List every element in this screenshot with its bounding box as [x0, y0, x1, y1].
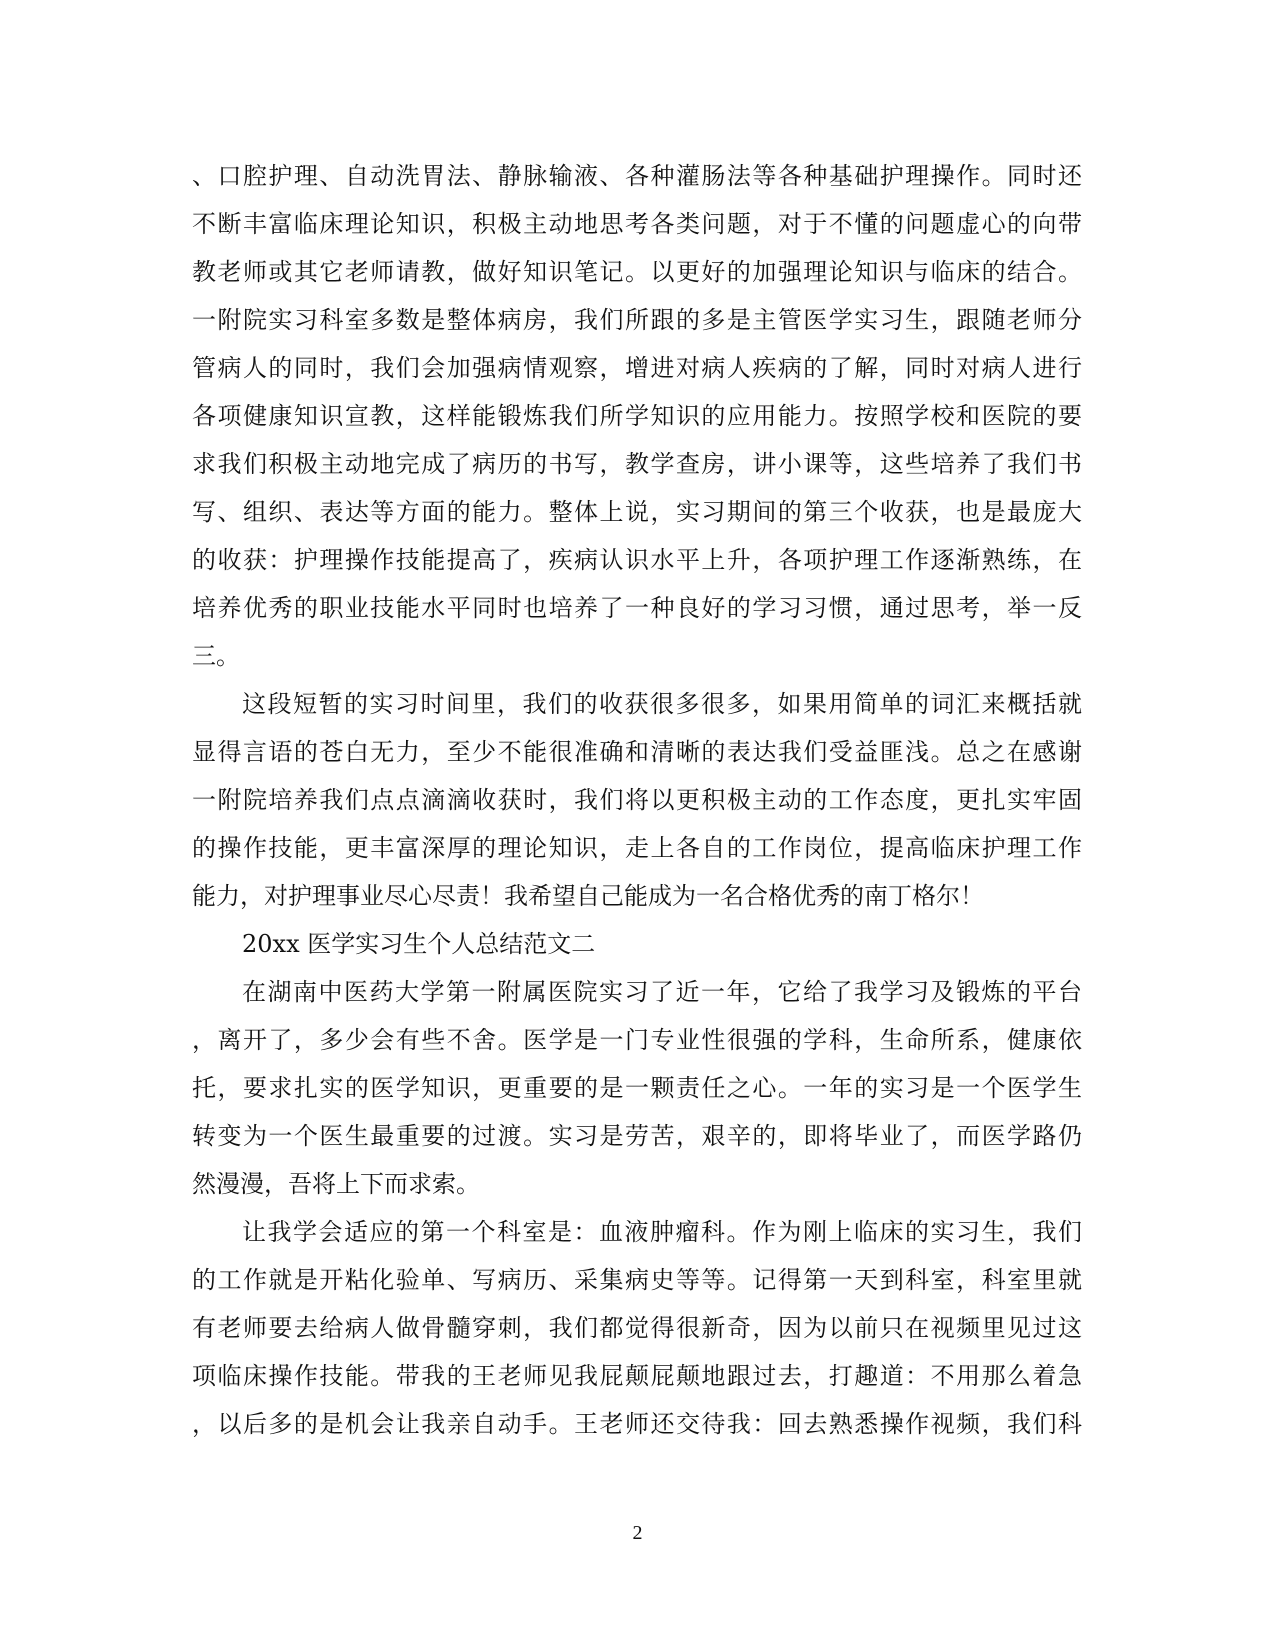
paragraph-1	[192, 152, 1082, 680]
text-line: 的收获：护理操作技能提高了，疾病认识水平上升，各项护理工作逐渐熟练，在	[192, 546, 1082, 574]
text-line: 托，要求扎实的医学知识，更重要的是一颗责任之心。一年的实习是一个医学生	[192, 1074, 1082, 1102]
text-line: 这段短暂的实习时间里，我们的收获很多很多，如果用简单的词汇来概括就	[242, 690, 1082, 718]
text-line: 让我学会适应的第一个科室是：血液肿瘤科。作为刚上临床的实习生，我们	[242, 1218, 1082, 1246]
text-line: ，离开了，多少会有些不舍。医学是一门专业性很强的学科，生命所系，健康依	[192, 1026, 1082, 1054]
text-line: 求我们积极主动地完成了病历的书写，教学查房，讲小课等，这些培养了我们书	[192, 450, 1082, 478]
text-line: 培养优秀的职业技能水平同时也培养了一种良好的学习习惯，通过思考，举一反	[192, 594, 1082, 622]
text-line: 不断丰富临床理论知识，积极主动地思考各类问题，对于不懂的问题虚心的向带	[192, 210, 1082, 238]
paragraph-4	[192, 1208, 1082, 1448]
text-line: 各项健康知识宣教，这样能锻炼我们所学知识的应用能力。按照学校和医院的要	[192, 402, 1082, 430]
text-line: 项临床操作技能。带我的王老师见我屁颠屁颠地跟过去，打趣道：不用那么着急	[192, 1362, 1082, 1390]
text-line: 的工作就是开粘化验单、写病历、采集病史等等。记得第一天到科室，科室里就	[192, 1266, 1082, 1294]
page-number: 2	[632, 1522, 643, 1544]
text-line: 一附院培养我们点点滴滴收获时，我们将以更积极主动的工作态度，更扎实牢固	[192, 786, 1082, 814]
text-line: 管病人的同时，我们会加强病情观察，增进对病人疾病的了解，同时对病人进行	[192, 354, 1082, 382]
text-line: 、口腔护理、自动洗胃法、静脉输液、各种灌肠法等各种基础护理操作。同时还	[192, 162, 1082, 190]
section-heading: 20xx 医学实习生个人总结范文二	[242, 930, 596, 958]
text-line: 的操作技能，更丰富深厚的理论知识，走上各自的工作岗位，提高临床护理工作	[192, 834, 1082, 862]
text-line: 教老师或其它老师请教，做好知识笔记。以更好的加强理论知识与临床的结合。	[192, 258, 1082, 286]
text-line: 一附院实习科室多数是整体病房，我们所跟的多是主管医学实习生，跟随老师分	[192, 306, 1082, 334]
text-line: 有老师要去给病人做骨髓穿刺，我们都觉得很新奇，因为以前只在视频里见过这	[192, 1314, 1082, 1342]
text-line: 然漫漫，吾将上下而求索。	[192, 1170, 480, 1198]
text-line: 转变为一个医生最重要的过渡。实习是劳苦，艰辛的，即将毕业了，而医学路仍	[192, 1122, 1082, 1150]
text-line: 写、组织、表达等方面的能力。整体上说，实习期间的第三个收获，也是最庞大	[192, 498, 1082, 526]
text-line: 三。	[192, 642, 240, 670]
text-line: ，以后多的是机会让我亲自动手。王老师还交待我：回去熟悉操作视频，我们科	[192, 1410, 1082, 1438]
paragraph-2	[192, 680, 1082, 920]
text-line: 能力，对护理事业尽心尽责！我希望自己能成为一名合格优秀的南丁格尔！	[192, 882, 984, 910]
text-line: 在湖南中医药大学第一附属医院实习了近一年，它给了我学习及锻炼的平台	[242, 978, 1082, 1006]
document-body	[192, 152, 1082, 1448]
paragraph-3	[192, 968, 1082, 1208]
text-line: 显得言语的苍白无力，至少不能很准确和清晰的表达我们受益匪浅。总之在感谢	[192, 738, 1082, 766]
